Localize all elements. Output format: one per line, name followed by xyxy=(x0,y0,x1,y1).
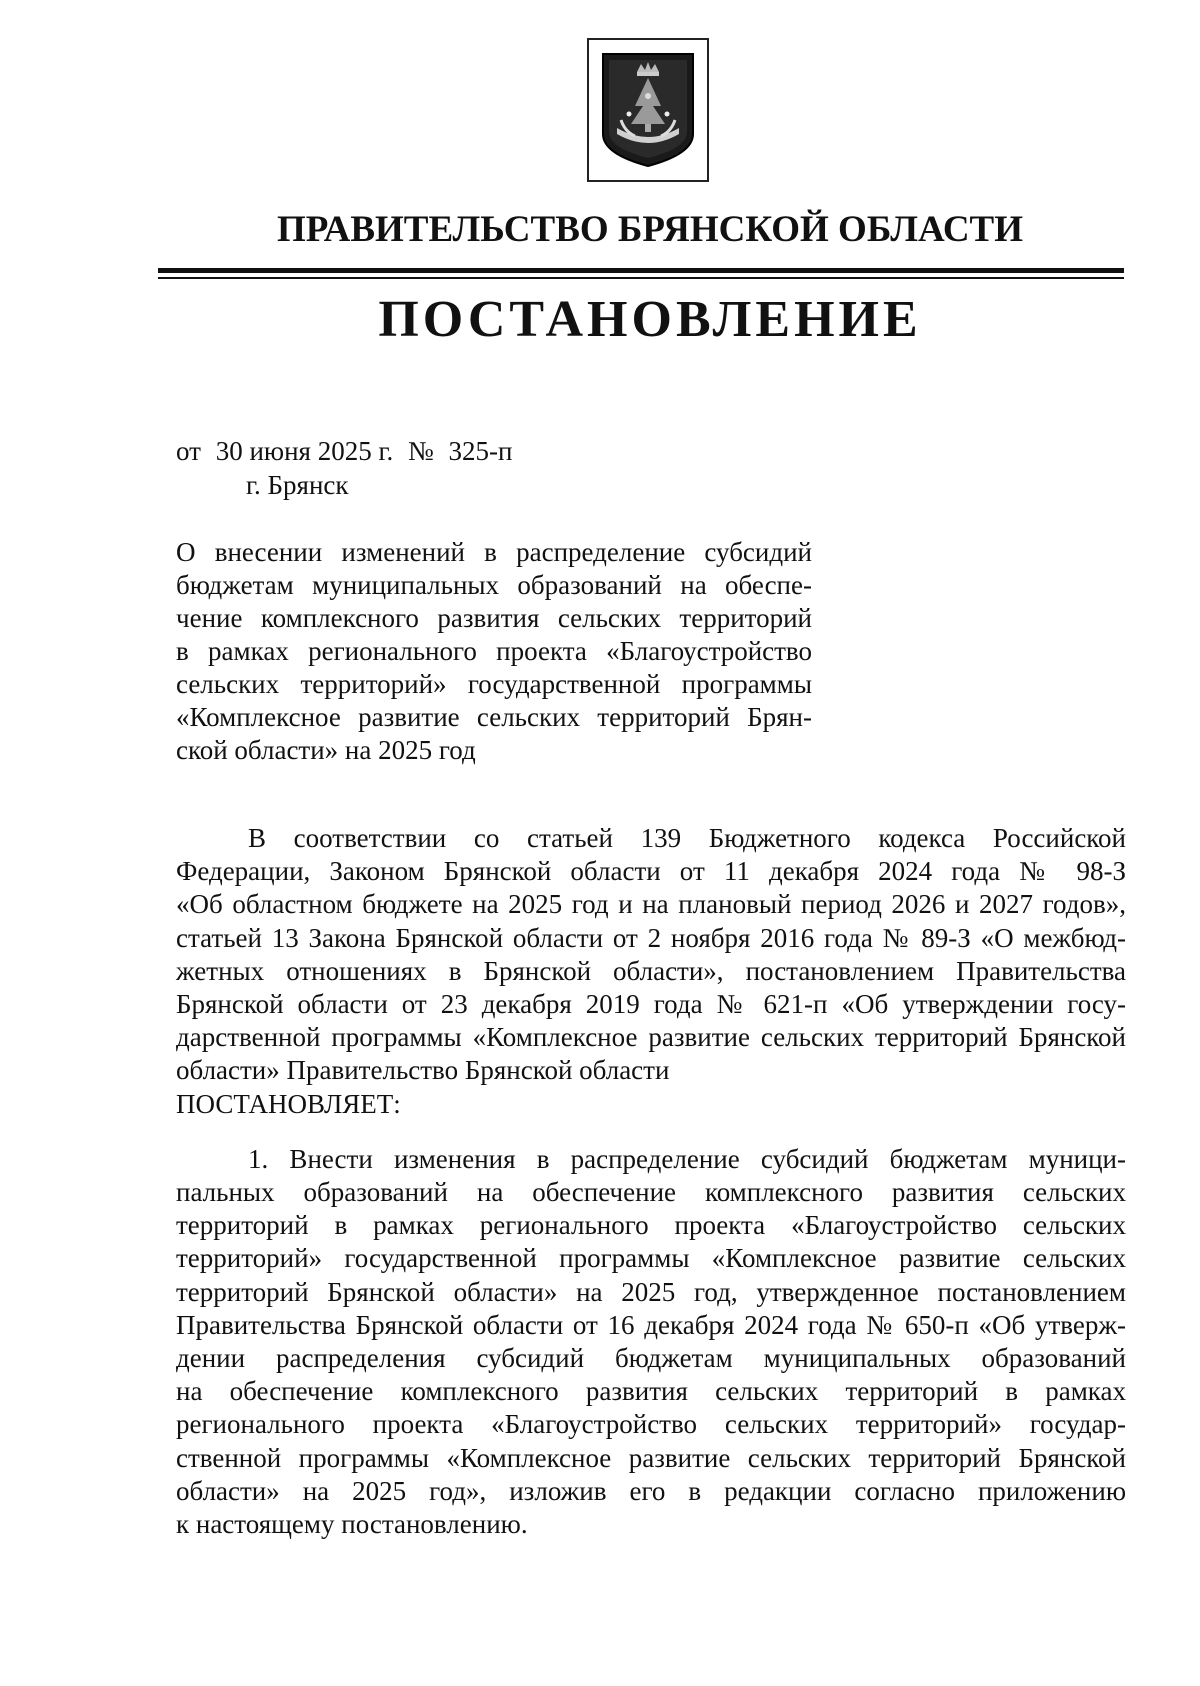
item-1-line: территорий Брянской области» на 2025 год, утвержденное постановлением xyxy=(176,1276,1126,1307)
preamble-line: статьей 13 Закона Брянской области от 2 ноября 2016 года № 89-З «О межбюд- xyxy=(176,922,1126,953)
preamble-paragraph xyxy=(176,822,1126,1088)
bryansk-coat-of-arms-icon xyxy=(599,50,697,170)
item-1-line: ственной программы «Комплексное развитие сельских территорий Брянской xyxy=(176,1442,1126,1473)
subject-line: чение комплексного развития сельских территорий xyxy=(176,603,812,633)
preamble-line: Федерации, Законом Брянской области от 11 декабря 2024 года № 98-З xyxy=(176,856,1126,887)
preamble-line: Брянской области от 23 декабря 2019 года № 621-п «Об утверждении госу- xyxy=(176,989,1126,1020)
item-1-line: области» на 2025 год», изложив его в редакции согласно приложению xyxy=(176,1475,1126,1506)
subject-line: сельских территорий» государственной программы xyxy=(176,669,812,699)
document-subject xyxy=(176,536,812,767)
document-number: 325-п xyxy=(448,436,513,466)
item-1-line: Правительства Брянской области от 16 декабря 2024 года № 650-п «Об утверж- xyxy=(176,1309,1126,1340)
header-divider-thin xyxy=(158,277,1124,279)
document-type-title: ПОСТАНОВЛЕНИЕ xyxy=(378,291,922,348)
subject-line: в рамках регионального проекта «Благоустройство xyxy=(176,636,812,666)
emblem-frame xyxy=(587,38,709,182)
subject-line: О внесении изменений в распределение субсидий xyxy=(176,537,812,567)
header-divider-thick xyxy=(158,268,1124,273)
subject-line: бюджетам муниципальных образований на обеспе- xyxy=(176,570,812,600)
preamble-line: дарственной программы «Комплексное развитие сельских территорий Брянской xyxy=(176,1022,1126,1053)
item-1-line: к настоящему постановлению. xyxy=(176,1509,528,1540)
date-number-line xyxy=(176,436,520,467)
item-1-line: 1. Внести изменения в распределение субсидий бюджетам муници- xyxy=(248,1143,1126,1174)
item-1-line: на обеспечение комплексного развития сельских территорий в рамках xyxy=(176,1376,1126,1407)
document-city: г. Брянск xyxy=(246,470,349,500)
preamble-line: области» Правительство Брянской области xyxy=(176,1055,670,1086)
item-1-line: пальных образований на обеспечение комплексного развития сельских xyxy=(176,1177,1126,1208)
item-1-line: территорий» государственной программы «Комплексное развитие сельских xyxy=(176,1243,1126,1274)
item-1-line: дении распределения субсидий бюджетам муниципальных образований xyxy=(176,1343,1126,1374)
org-title: ПРАВИТЕЛЬСТВО БРЯНСКОЙ ОБЛАСТИ xyxy=(276,209,1024,250)
item-1-paragraph xyxy=(176,1143,1126,1541)
preamble-line: В соответствии со статьей 139 Бюджетного кодекса Российской xyxy=(248,823,1126,853)
number-sign: № xyxy=(407,436,434,466)
item-1-line: регионального проекта «Благоустройство сельских территорий» государ- xyxy=(176,1409,1126,1440)
document-body xyxy=(176,822,1126,1541)
item-1-line: территорий в рамках регионального проекта «Благоустройство сельских xyxy=(176,1210,1126,1241)
preamble-line: жетных отношениях в Брянской области», постановлением Правительства xyxy=(176,955,1126,986)
date-prefix: от xyxy=(176,436,201,466)
subject-line: ской области» на 2025 год xyxy=(176,735,476,765)
preamble-line: «Об областном бюджете на 2025 год и на плановый период 2026 и 2027 годов», xyxy=(176,889,1126,920)
subject-line: «Комплексное развитие сельских территорий Брян- xyxy=(176,702,812,732)
resolves-heading: ПОСТАНОВЛЯЕТ: xyxy=(176,1088,401,1119)
document-date: 30 июня 2025 г. xyxy=(215,436,394,466)
